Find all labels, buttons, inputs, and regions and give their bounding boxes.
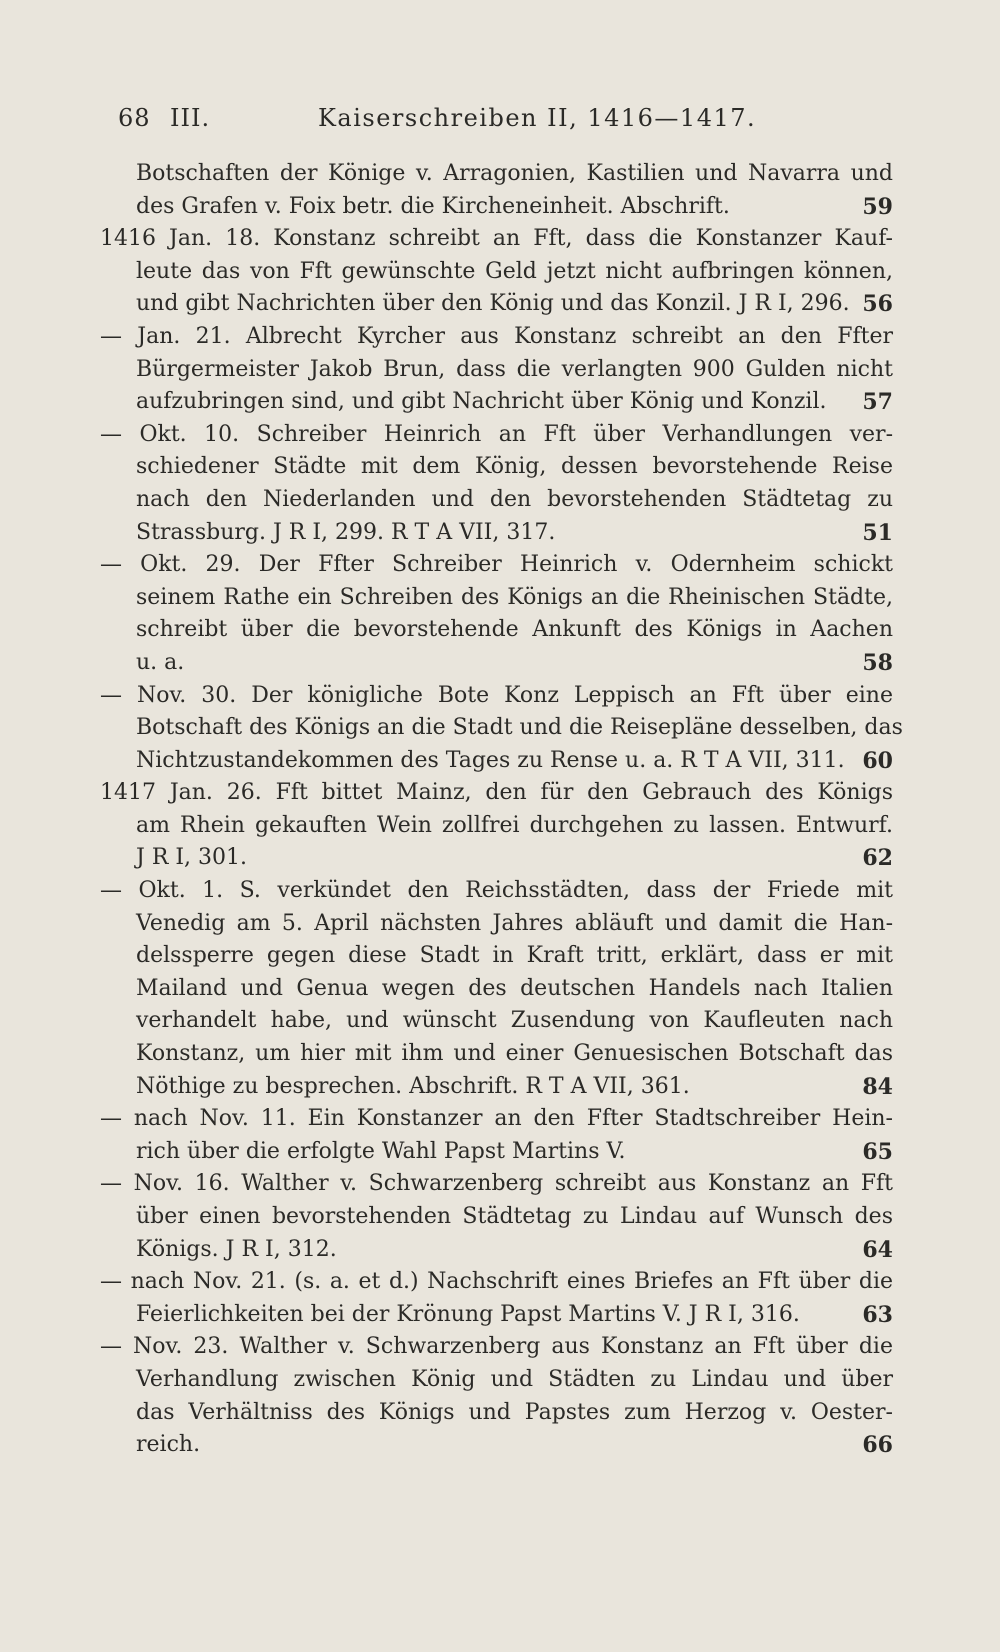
- entry-line: nach den Niederlanden und den bevorstehenden Städtetag zu: [136, 486, 893, 512]
- entry-line: Strassburg. J R I, 299. R T A VII, 317.: [136, 519, 556, 545]
- entry-number: 65: [862, 1138, 893, 1165]
- section-label: III.: [170, 104, 211, 132]
- entry-line: Venedig am 5. April nächsten Jahres abläuft und damit die Han-: [136, 910, 893, 936]
- entry-line: — Okt. 10. Schreiber Heinrich an Fft über Verhandlungen ver-: [100, 421, 893, 447]
- entry-line: Botschaften der Könige v. Arragonien, Kastilien und Navarra und: [136, 161, 893, 186]
- entry-line: — nach Nov. 21. (s. a. et d.) Nachschrift eines Briefes an Fft über die: [100, 1269, 893, 1295]
- entry-line: Königs. J R I, 312.: [136, 1236, 337, 1262]
- entry-line: schreibt über die bevorstehende Ankunft des Königs in Aachen: [136, 617, 893, 643]
- entry-line: über einen bevorstehenden Städtetag zu Lindau auf Wunsch des: [136, 1204, 893, 1229]
- entry-line: — Jan. 21. Albrecht Kyrcher aus Konstanz schreibt an den Ffter: [100, 323, 893, 349]
- entry-line: Mailand und Genua wegen des deutschen Handels nach Italien: [136, 975, 893, 1001]
- entry-number: 63: [862, 1301, 893, 1328]
- entry-number: 84: [862, 1073, 893, 1100]
- entry: [100, 680, 903, 778]
- entry-line: aufzubringen sind, und gibt Nachricht über König und Konzil.: [136, 389, 827, 415]
- entry-line: Konstanz, um hier mit ihm und einer Genuesischen Botschaft das: [136, 1041, 893, 1067]
- entry-number: 62: [862, 845, 893, 872]
- entry-line: Bürgermeister Jakob Brun, dass die verlangten 900 Gulden nicht: [136, 356, 893, 382]
- entry-number: 60: [862, 747, 893, 774]
- page-header: [118, 104, 898, 140]
- running-title: Kaiserschreiben II, 1416—1417.: [318, 104, 757, 132]
- entries-list: [100, 158, 903, 1462]
- entry: [100, 1103, 893, 1168]
- entry-line: Nöthige zu besprechen. Abschrift. R T A VII, 361.: [136, 1073, 690, 1099]
- entry: [100, 875, 893, 1103]
- entry-line: — Okt. 1. S. verkündet den Reichsstädten, dass der Friede mit: [100, 878, 893, 904]
- entry: [100, 223, 893, 321]
- entry-line: — nach Nov. 11. Ein Konstanzer an den Ffter Stadtschreiber Hein-: [100, 1106, 893, 1132]
- entry-line: J R I, 301.: [136, 845, 248, 871]
- entry-line: delssperre gegen diese Stadt in Kraft tritt, erklärt, dass er mit: [136, 943, 893, 969]
- entry-number: 66: [862, 1432, 893, 1459]
- entry: [136, 158, 893, 223]
- entry-line: schiedener Städte mit dem König, dessen bevorstehende Reise: [136, 454, 893, 480]
- entry-line: das Verhältniss des Königs und Papstes zum Herzog v. Oester-: [136, 1399, 893, 1425]
- entry-line: seinem Rathe ein Schreiben des Königs an die Rheinischen Städte,: [136, 584, 893, 610]
- entry-line: — Nov. 16. Walther v. Schwarzenberg schreibt aus Konstanz an Fft: [100, 1171, 893, 1197]
- entry-line: verhandelt habe, und wünscht Zusendung von Kaufleuten nach: [136, 1008, 893, 1034]
- entry-line: — Nov. 23. Walther v. Schwarzenberg aus Konstanz an Fft über die: [100, 1334, 893, 1360]
- entry: [100, 1168, 893, 1266]
- entry-line: Feierlichkeiten bei der Krönung Papst Martins V. J R I, 316.: [136, 1301, 800, 1327]
- entry-line: — Okt. 29. Der Ffter Schreiber Heinrich v. Odernheim schickt: [100, 552, 893, 578]
- entry-line: 1416 Jan. 18. Konstanz schreibt an Fft, dass die Konstanzer Kauf-: [100, 226, 893, 252]
- page-number: 68: [118, 104, 151, 132]
- entry-line: und gibt Nachrichten über den König und das Konzil. J R I, 296.: [136, 291, 850, 317]
- entry: [100, 777, 893, 875]
- entry-number: 59: [862, 193, 893, 220]
- entry-line: des Grafen v. Foix betr. die Kircheneinheit. Abschrift.: [136, 193, 730, 219]
- entry-number: 57: [862, 389, 893, 416]
- entry: [100, 321, 893, 419]
- entry-line: 1417 Jan. 26. Fft bittet Mainz, den für den Gebrauch des Königs: [100, 780, 893, 806]
- entry-number: 51: [862, 519, 893, 546]
- entry: [100, 419, 893, 549]
- entry-number: 56: [862, 291, 893, 318]
- entry-line: leute das von Fft gewünschte Geld jetzt nicht aufbringen können,: [136, 258, 893, 284]
- entry-line: u. a.: [136, 649, 185, 675]
- entry-line: Botschaft des Königs an die Stadt und die Reisepläne desselben, das: [136, 715, 903, 741]
- entry: [100, 1331, 893, 1461]
- entry-line: am Rhein gekauften Wein zollfrei durchgehen zu lassen. Entwurf.: [136, 812, 893, 838]
- entry: [100, 549, 893, 679]
- entry-line: — Nov. 30. Der königliche Bote Konz Leppisch an Fft über eine: [100, 682, 893, 708]
- entry-number: 64: [862, 1236, 893, 1263]
- entry-line: rich über die erfolgte Wahl Papst Martins V.: [136, 1138, 626, 1164]
- entry-number: 58: [862, 649, 893, 676]
- entry: [100, 1266, 893, 1331]
- entry-line: reich.: [136, 1432, 201, 1458]
- entry-line: Nichtzustandekommen des Tages zu Rense u. a. R T A VII, 311.: [136, 747, 845, 773]
- entry-line: Verhandlung zwischen König und Städten zu Lindau und über: [136, 1366, 893, 1392]
